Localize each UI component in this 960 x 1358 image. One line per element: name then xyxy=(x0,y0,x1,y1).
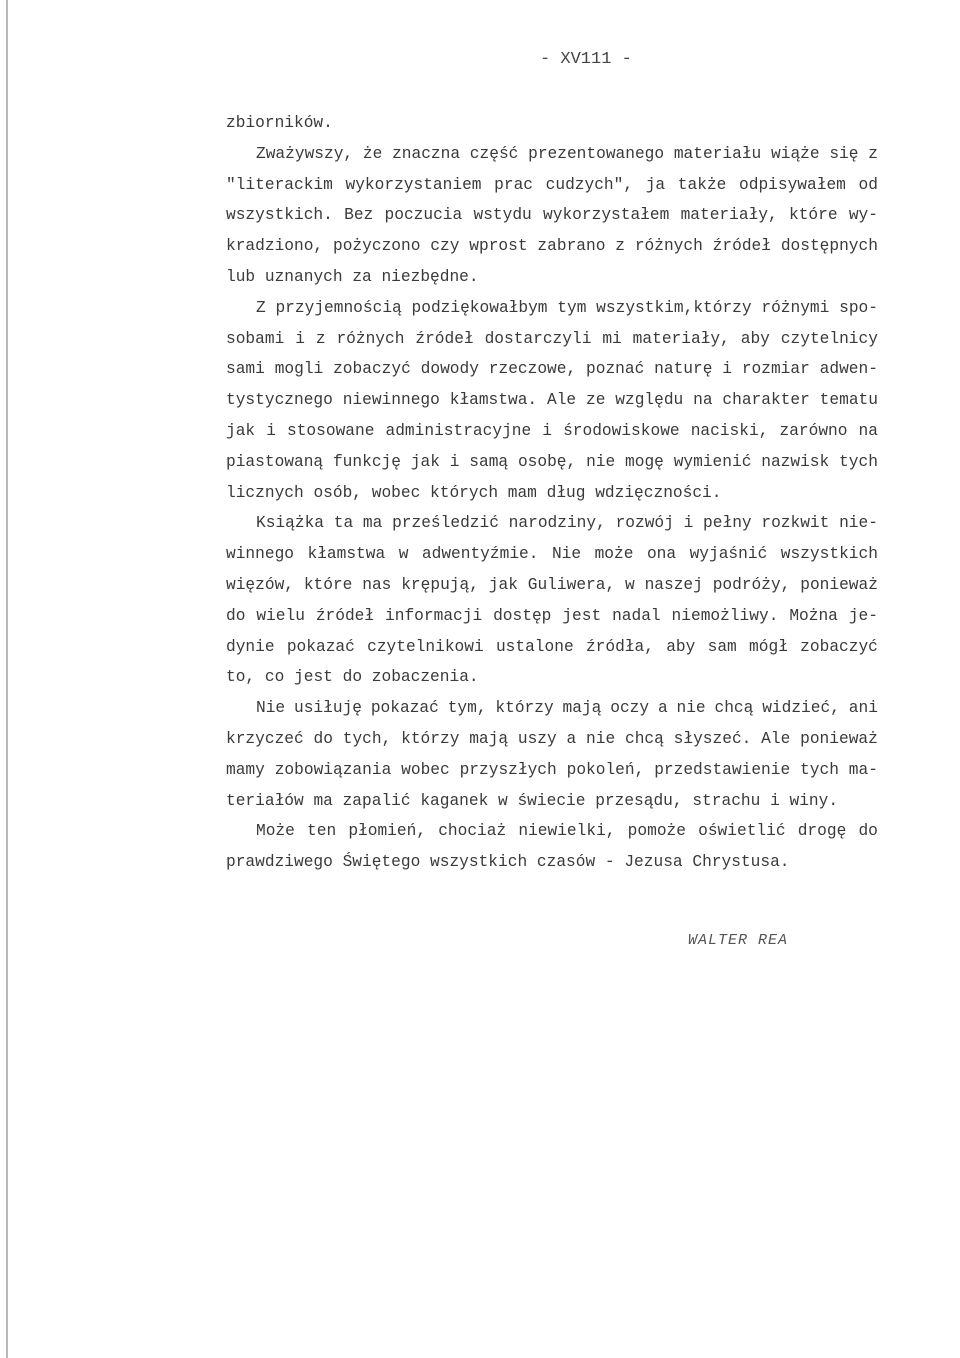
word: czasów xyxy=(536,853,596,872)
word: niewielki, xyxy=(518,822,616,841)
word: kłamstwa. xyxy=(449,391,538,410)
word: Chrystusa. xyxy=(692,853,790,872)
word: drogę xyxy=(797,822,847,841)
word: do xyxy=(226,606,246,625)
word: za xyxy=(352,267,372,286)
word: jest xyxy=(294,668,333,687)
page-number: - XV111 - xyxy=(540,50,632,69)
word: wykorzystaniem xyxy=(345,175,482,194)
word: zobowiązania xyxy=(274,760,392,779)
word: rozmiar xyxy=(741,360,810,379)
word: teriałów xyxy=(226,791,304,810)
word: w xyxy=(498,791,508,810)
text-line xyxy=(226,755,878,786)
word: tym xyxy=(557,298,587,317)
word: źródeł xyxy=(712,237,771,256)
word: i xyxy=(266,421,276,440)
word: zobaczyć xyxy=(333,360,411,379)
word: Można xyxy=(789,606,838,625)
word: zbiorników. xyxy=(226,114,333,132)
word: przedstawienie xyxy=(654,760,791,779)
word: którzy xyxy=(401,729,460,748)
word: adwen- xyxy=(819,360,878,379)
word: tych xyxy=(800,760,839,779)
word: zobaczyć xyxy=(800,637,878,656)
word: z xyxy=(868,144,878,163)
word: strachu xyxy=(692,791,761,810)
word: może xyxy=(594,545,634,564)
word: informacji xyxy=(385,606,483,625)
text-line xyxy=(226,354,878,385)
text-line xyxy=(226,508,878,539)
word: kradziono, xyxy=(226,237,324,256)
word: piastowaną xyxy=(226,452,324,471)
word: do xyxy=(858,822,878,841)
word: je- xyxy=(848,606,878,625)
word: Ale xyxy=(546,391,577,410)
word: "literackim xyxy=(226,175,333,194)
word: słyszeć. xyxy=(673,729,752,748)
word: nie- xyxy=(839,514,878,533)
word: tematu xyxy=(819,391,878,410)
word: dostępnych xyxy=(780,237,878,256)
word: chcą xyxy=(714,699,754,718)
word: że xyxy=(362,144,383,163)
word: materiały, xyxy=(632,329,730,348)
word: sam xyxy=(707,637,737,656)
word: na xyxy=(858,421,878,440)
word: Bez xyxy=(344,206,374,225)
text-line xyxy=(226,170,878,201)
word: czytelnicy xyxy=(780,329,878,348)
word: lub xyxy=(226,267,256,286)
word: Ale xyxy=(761,729,791,748)
word: krępują, xyxy=(401,575,479,594)
body-text xyxy=(226,108,878,878)
word: chociaż xyxy=(438,822,507,841)
word: stosowane xyxy=(287,421,375,440)
word: ta xyxy=(333,514,354,533)
word: adwentyźmie. xyxy=(421,545,539,564)
word: wielu xyxy=(256,606,305,625)
word: spo- xyxy=(839,298,878,317)
word: kłamstwa xyxy=(307,545,386,564)
word: czytelnikowi xyxy=(367,637,484,656)
word: i xyxy=(295,329,305,348)
text-line xyxy=(226,231,878,262)
word: pomoże xyxy=(627,822,686,841)
word: wobec xyxy=(371,483,421,502)
word: pożyczono xyxy=(333,237,421,256)
word: usiłuję xyxy=(294,699,362,718)
word: pełny xyxy=(703,514,752,533)
word: rozwój xyxy=(615,514,674,533)
word: a xyxy=(566,729,577,748)
word: jest xyxy=(562,606,602,625)
word: ma xyxy=(313,791,333,810)
text-line xyxy=(226,632,878,663)
word: osobę, xyxy=(517,452,577,471)
word: wymienić xyxy=(673,452,752,471)
text-line xyxy=(226,139,878,170)
word: rozkwit xyxy=(761,514,830,533)
word: Może xyxy=(256,822,295,841)
text-line xyxy=(226,601,878,632)
text-line xyxy=(226,662,878,693)
word: Nie xyxy=(551,545,582,564)
word: dług xyxy=(546,483,586,502)
word: niewinnego xyxy=(342,391,440,410)
word: - xyxy=(604,853,615,872)
word: mam xyxy=(507,483,537,502)
word: zabrano xyxy=(537,237,606,256)
text-line xyxy=(226,724,878,755)
word: źródeł xyxy=(415,329,474,348)
word: funkcję xyxy=(332,452,401,471)
word: aby xyxy=(740,329,770,348)
text-line xyxy=(226,816,878,847)
word: świecie xyxy=(517,791,586,810)
text-line xyxy=(226,262,878,293)
word: widzieć, xyxy=(762,699,840,718)
text-line xyxy=(226,200,878,231)
word: jak xyxy=(488,575,518,594)
word: źródeł xyxy=(315,606,375,625)
word: mogli xyxy=(274,360,324,379)
word: zobaczenia. xyxy=(371,668,479,687)
word: przyjemnością xyxy=(275,298,402,317)
word: zarówno xyxy=(779,421,848,440)
word: uznanych xyxy=(264,267,343,286)
word: wobec xyxy=(401,760,450,779)
word: prac xyxy=(494,175,533,194)
text-line xyxy=(226,539,878,570)
word: źródła, xyxy=(585,637,654,656)
word: sami xyxy=(226,360,265,379)
word: które xyxy=(788,206,838,225)
word: tych, xyxy=(342,729,392,748)
word: a xyxy=(657,699,668,718)
word: mamy xyxy=(226,760,265,779)
word: mają xyxy=(562,699,602,718)
word: naturę xyxy=(654,360,713,379)
text-line xyxy=(226,478,878,509)
word: niemożliwy. xyxy=(671,606,779,625)
word: wiąże xyxy=(771,144,820,163)
word: sobami xyxy=(226,329,285,348)
word: prawdziwego xyxy=(226,853,333,872)
word: wy- xyxy=(848,206,878,225)
word: część xyxy=(469,144,519,163)
word: naciski, xyxy=(690,421,769,440)
word: mają xyxy=(469,729,509,748)
word: niezbędne. xyxy=(381,267,479,286)
word: Z xyxy=(256,298,266,317)
word: i xyxy=(722,360,732,379)
word: Jezusa xyxy=(624,853,683,872)
word: w xyxy=(625,575,635,594)
word: różnych xyxy=(336,329,405,348)
word: wykorzystałem xyxy=(543,206,670,225)
word: materiały, xyxy=(680,206,778,225)
word: względu xyxy=(615,391,684,410)
word: ze xyxy=(585,391,606,410)
word: poczucia xyxy=(384,206,463,225)
word: narodziny, xyxy=(508,514,606,533)
word: aby xyxy=(666,637,696,656)
word: ustalone xyxy=(495,637,574,656)
word: ponieważ xyxy=(800,729,878,748)
word: z xyxy=(315,329,326,348)
word: winnego xyxy=(226,545,294,564)
word: pokoleń, xyxy=(566,760,645,779)
word: wprost xyxy=(469,237,528,256)
word: ja xyxy=(645,175,666,194)
word: którzy xyxy=(495,699,554,718)
word: nie xyxy=(676,699,706,718)
word: poznać xyxy=(586,360,645,379)
word: mógł xyxy=(749,637,788,656)
word: różnych xyxy=(634,237,703,256)
text-line xyxy=(226,847,878,878)
word: naszej xyxy=(644,575,703,594)
word: co xyxy=(264,668,285,687)
word: przesądu, xyxy=(595,791,683,810)
word: dostarczyli xyxy=(484,329,592,348)
word: nazwisk xyxy=(761,452,830,471)
word: różnymi xyxy=(761,298,830,317)
word: zapalić xyxy=(342,791,411,810)
word: prezentowanego xyxy=(528,144,665,163)
word: tystycznego xyxy=(226,391,333,410)
word: nadal xyxy=(612,606,661,625)
word: nie xyxy=(586,452,616,471)
word: wszystkich xyxy=(430,853,528,872)
word: mogę xyxy=(625,452,664,471)
word: wdzięczności. xyxy=(595,483,722,502)
word: oświetlić xyxy=(698,822,786,841)
word: Zważywszy, xyxy=(256,144,354,163)
word: ona xyxy=(646,545,677,564)
text-line xyxy=(226,786,878,817)
text-line xyxy=(226,693,878,724)
word: rzeczowe, xyxy=(488,360,577,379)
word: płomień, xyxy=(348,822,427,841)
word: nas xyxy=(362,575,392,594)
word: i xyxy=(542,421,552,440)
word: wstydu xyxy=(473,206,532,225)
scan-edge-line xyxy=(6,0,8,1358)
word: od xyxy=(858,175,878,194)
word: wyjaśnić xyxy=(689,545,768,564)
word: mi xyxy=(602,329,622,348)
word: środowiskowe xyxy=(563,421,680,440)
word: tym, xyxy=(447,699,487,718)
word: charakter xyxy=(722,391,810,410)
word: prześledzić xyxy=(392,514,499,533)
word: i xyxy=(683,514,694,533)
word: nie xyxy=(586,729,616,748)
word: pokazać xyxy=(370,699,439,718)
word: więzów, xyxy=(226,575,294,594)
text-line xyxy=(226,108,878,139)
word: znaczna xyxy=(392,144,461,163)
word: chcą xyxy=(625,729,664,748)
word: krzyczeć xyxy=(226,729,304,748)
word: do xyxy=(313,729,333,748)
word: ma- xyxy=(848,760,878,779)
word: na xyxy=(693,391,713,410)
word: i xyxy=(449,452,460,471)
word: czy xyxy=(430,237,460,256)
word: przyszłych xyxy=(459,760,557,779)
word: do xyxy=(342,668,363,687)
text-line xyxy=(226,385,878,416)
word: dynie xyxy=(226,637,275,656)
word: to, xyxy=(226,668,256,687)
word: ponieważ xyxy=(800,575,878,594)
word: odpisywałem xyxy=(739,175,846,194)
word: ma xyxy=(362,514,383,533)
word: ani xyxy=(848,699,878,718)
word: kaganek xyxy=(420,791,489,810)
word: administracyjne xyxy=(385,421,532,440)
word: jak xyxy=(410,452,440,471)
word: osób, xyxy=(313,483,363,502)
word: licznych xyxy=(226,483,304,502)
word: wszystkich xyxy=(780,545,878,564)
word: materiału xyxy=(673,144,762,163)
word: w xyxy=(398,545,409,564)
word: Guliwera, xyxy=(527,575,616,594)
word: jak xyxy=(226,421,256,440)
word: także xyxy=(677,175,727,194)
author-signature: WALTER REA xyxy=(688,932,789,949)
text-line xyxy=(226,293,878,324)
word: podróży, xyxy=(712,575,791,594)
word: cudzych", xyxy=(545,175,634,194)
word: dostęp xyxy=(493,606,552,625)
word: Świętego xyxy=(342,853,421,872)
word: wszystkich. xyxy=(226,206,333,225)
word: tych xyxy=(839,452,878,471)
word: z xyxy=(615,237,625,256)
word: Nie xyxy=(256,699,286,718)
word: dowody xyxy=(420,360,479,379)
text-line xyxy=(226,324,878,355)
word: i xyxy=(770,791,780,810)
word: ten xyxy=(307,822,337,841)
word: wszystkim,którzy xyxy=(596,298,752,317)
word: których xyxy=(430,483,499,502)
word: się xyxy=(829,144,859,163)
text-line xyxy=(226,570,878,601)
text-line xyxy=(226,447,878,478)
text-line xyxy=(226,416,878,447)
word: podziękowałbym xyxy=(411,298,548,317)
word: pokazać xyxy=(286,637,355,656)
word: Książka xyxy=(256,514,324,533)
word: samą xyxy=(469,452,509,471)
word: oczy xyxy=(610,699,650,718)
word: uszy xyxy=(517,729,557,748)
word: które xyxy=(303,575,353,594)
word: winy. xyxy=(789,791,839,810)
